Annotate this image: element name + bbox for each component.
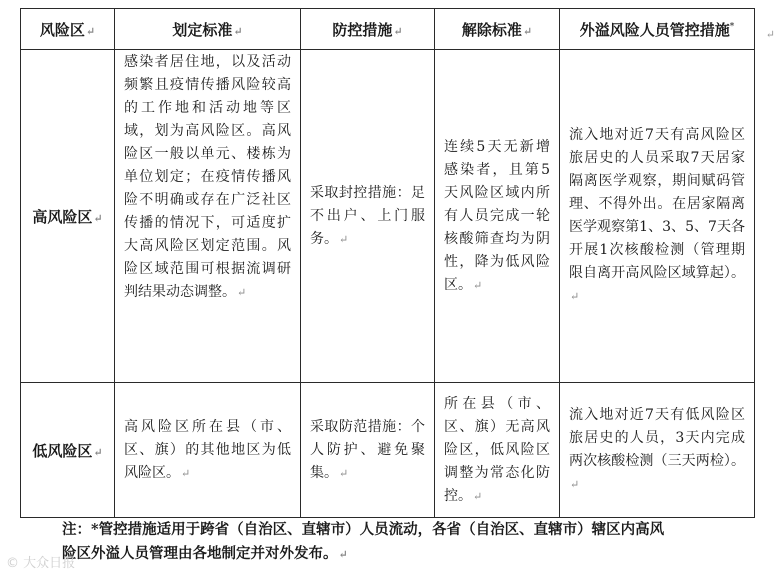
footnote [62, 518, 762, 567]
cell-high-criteria: 感染者居住地，以及活动频繁且疫情传播风险较高的工作地和活动地等区域，划为高风险区。高风险区一般以单元、楼栋为单位划定；在疫情传播风险不明确或存在广泛社区传播的情况下，可适度扩大高风险区划定范围。风险区域范围可根据流调研判结果动态调整。↵ [115, 50, 301, 383]
table-row [21, 50, 755, 383]
footnote-line-2: 险区外溢人员管理由各地制定并对外发布。↵ [62, 545, 348, 562]
header-measures: 防控措施↵ [301, 9, 435, 50]
cell-low-measures: 采取防范措施：个人防护、避免聚集。↵ [301, 383, 435, 518]
header-criteria: 划定标准↵ [115, 9, 301, 50]
header-overflow: 外溢风险人员管控措施* [560, 9, 755, 50]
policy-table-container [20, 8, 755, 518]
header-lifting: 解除标准↵ [435, 9, 560, 50]
cell-low-lifting: 所在县（市、区、旗）无高风险区，低风险区调整为常态化防控。↵ [435, 383, 560, 518]
cell-low-overflow: 流入地对近7天有低风险区旅居史的人员，3天内完成两次核酸检测（三天两检）。↵ [560, 383, 755, 518]
risk-area-table [20, 8, 755, 518]
watermark-logo: © 大众日报 [6, 556, 76, 571]
table-header-row [21, 9, 755, 50]
cell-high-lifting: 连续5天无新增感染者，且第5天风险区域内所有人员完成一轮核酸筛查均为阴性，降为低风险区。↵ [435, 50, 560, 383]
row-name-low-risk: 低风险区↵ [21, 383, 115, 518]
row-name-high-risk: 高风险区↵ [21, 50, 115, 383]
footnote-line-1: 注：*管控措施适用于跨省（自治区、直辖市）人员流动，各省（自治区、直辖市）辖区内高风 [62, 521, 665, 538]
cell-high-measures: 采取封控措施：足不出户、上门服务。↵ [301, 50, 435, 383]
table-row [21, 383, 755, 518]
cell-high-overflow: 流入地对近7天有高风险区旅居史的人员采取7天居家隔离医学观察，期间赋码管理、不得外出。在居家隔离医学观察第1、3、5、7天各开展1次核酸检测（管理期限自离开高风险区域算起）。↵ [560, 50, 755, 383]
header-risk-area: 风险区↵ [21, 9, 115, 50]
cell-low-criteria: 高风险区所在县（市、区、旗）的其他地区为低风险区。↵ [115, 383, 301, 518]
table-end-mark: ↵ [765, 28, 775, 41]
